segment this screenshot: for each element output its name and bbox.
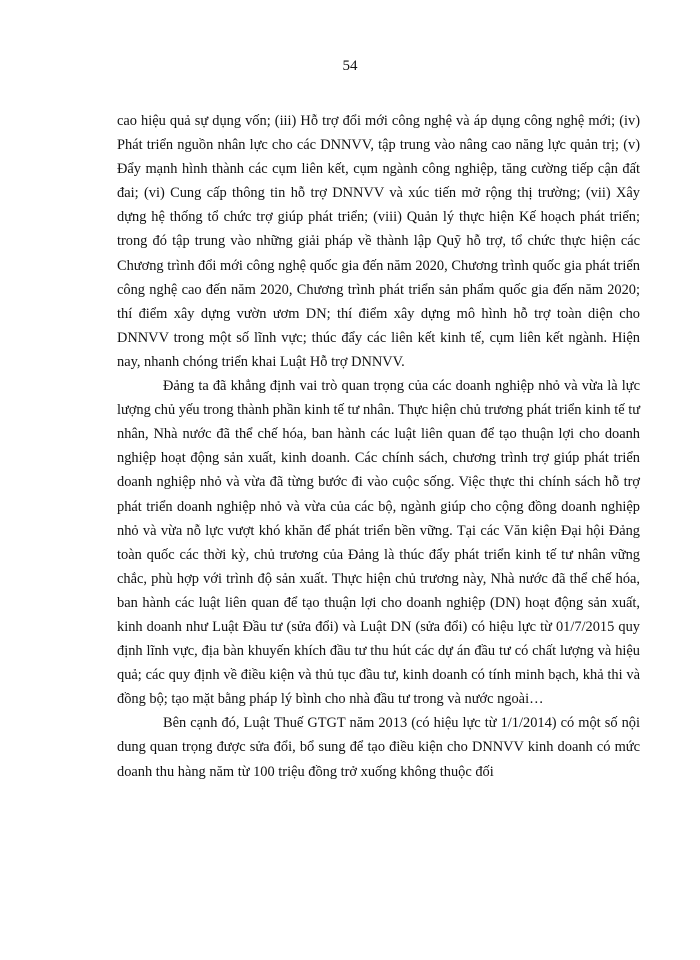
body-text	[117, 109, 640, 784]
page-number: 54	[342, 58, 358, 74]
paragraph-vat-law: Bên cạnh đó, Luật Thuế GTGT năm 2013 (có hiệu lực từ 1/1/2014) có một số nội dung quan trọng được sửa đổi, bổ sung để tạo điều kiện cho DNNVV kinh doanh có mức doanh thu hàng năm từ 100 triệu đồng trở xuống không thuộc đối	[117, 715, 640, 780]
paragraph-continuation: cao hiệu quả sự dụng vốn; (iii) Hỗ trợ đổi mới công nghệ và áp dụng công nghệ mới; (iv) Phát triển nguồn nhân lực cho các DNNVV, tập trung vào nâng cao năng lực quản trị; (v) Đẩy mạnh hình thành các cụm liên kết, cụm ngành công nghiệp, tăng cường tiếp cận đất đai; (vi) Cung cấp thông tin hỗ trợ DNNVV và xúc tiến mở rộng thị trường; (vii) Xây dựng hệ thống tổ chức trợ giúp phát triển; (viii) Quản lý thực hiện Kế hoạch phát triển; trong đó tập trung vào những giải pháp về thành lập Quỹ hỗ trợ, tổ chức thực hiện các Chương trình đổi mới công nghệ quốc gia đến năm 2020, Chương trình quốc gia phát triển công nghệ cao đến năm 2020, Chương trình phát triển sản phẩm quốc gia đến năm 2020; thí điểm xây dựng vườn ươm DN; thí điểm xây dựng mô hình hỗ trợ toàn diện cho DNNVV trong một số lĩnh vực; thúc đẩy các liên kết kinh tế, cụm liên kết ngành. Hiện nay, nhanh chóng triển khai Luật Hỗ trợ DNNVV.	[117, 113, 640, 370]
paragraph-party-role: Đảng ta đã khẳng định vai trò quan trọng của các doanh nghiệp nhỏ và vừa là lực lượng chủ yếu trong thành phần kinh tế tư nhân. Thực hiện chủ trương phát triển kinh tế tư nhân, Nhà nước đã thể chế hóa, ban hành các luật liên quan để tạo thuận lợi cho doanh nghiệp hoạt động sản xuất, kinh doanh. Các chính sách, chương trình trợ giúp phát triển doanh nghiệp nhỏ và vừa đã từng bước đi vào cuộc sống. Việc thực thi chính sách hỗ trợ phát triển doanh nghiệp nhỏ và vừa của các bộ, ngành giúp cho cộng đồng doanh nghiệp nhỏ và vừa nỗ lực vượt khó khăn để phát triển bền vững. Tại các Văn kiện Đại hội Đảng toàn quốc các thời kỳ, chủ trương của Đảng là thúc đẩy phát triển kinh tế tư nhân vững chắc, phù hợp với trình độ sản xuất. Thực hiện chủ trương này, Nhà nước đã thể chế hóa, ban hành các luật liên quan để tạo thuận lợi cho doanh nghiệp (DN) hoạt động sản xuất, kinh doanh như Luật Đầu tư (sửa đổi) và Luật DN (sửa đổi) có hiệu lực từ 01/7/2015 quy định lĩnh vực, địa bàn khuyến khích đầu tư thu hút các dự án đầu tư có chất lượng và hiệu quả; các quy định về điều kiện và thủ tục đầu tư, kinh doanh có tính minh bạch, khả thi và đồng bộ; tạo mặt bằng pháp lý bình cho nhà đầu tư trong và nước ngoài…	[117, 378, 640, 708]
